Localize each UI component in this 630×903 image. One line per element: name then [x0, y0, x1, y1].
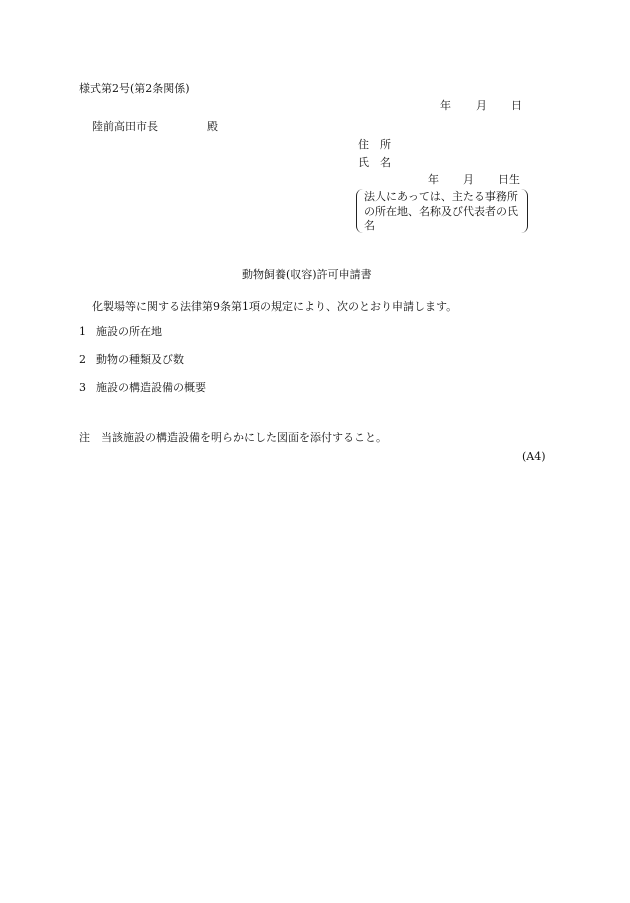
name-label: 氏 名 — [358, 156, 391, 169]
date-month: 月 — [476, 99, 487, 112]
item-label: 動物の種類及び数 — [96, 353, 184, 366]
item-number: 1 — [79, 325, 86, 338]
birth-year: 年 — [428, 173, 439, 186]
corporate-note: 法人にあっては、主たる事務所の所在地、名称及び代表者の氏名 — [364, 190, 518, 232]
date-day: 日 — [511, 99, 522, 112]
item-number: 2 — [79, 353, 86, 366]
item-label: 施設の構造設備の概要 — [96, 381, 206, 394]
form-id: 様式第2号(第2条関係) — [79, 82, 190, 95]
birth-month: 月 — [463, 173, 474, 186]
addressee-suffix: 殿 — [207, 120, 218, 133]
date-year: 年 — [440, 99, 451, 112]
note-text: 当該施設の構造設備を明らかにした図面を添付すること。 — [101, 431, 387, 444]
paper-size: (A4) — [522, 450, 546, 463]
address-label: 住 所 — [358, 138, 391, 151]
note-label: 注 — [79, 431, 90, 444]
birth-day: 日生 — [498, 173, 520, 186]
addressee-name: 陸前高田市長 — [92, 120, 158, 133]
intro-text: 化製場等に関する法律第9条第1項の規定により、次のとおり申請します。 — [92, 300, 458, 313]
document-title: 動物飼養(収容)許可申請書 — [242, 268, 372, 281]
item-label: 施設の所在地 — [96, 325, 162, 338]
item-number: 3 — [79, 381, 86, 394]
